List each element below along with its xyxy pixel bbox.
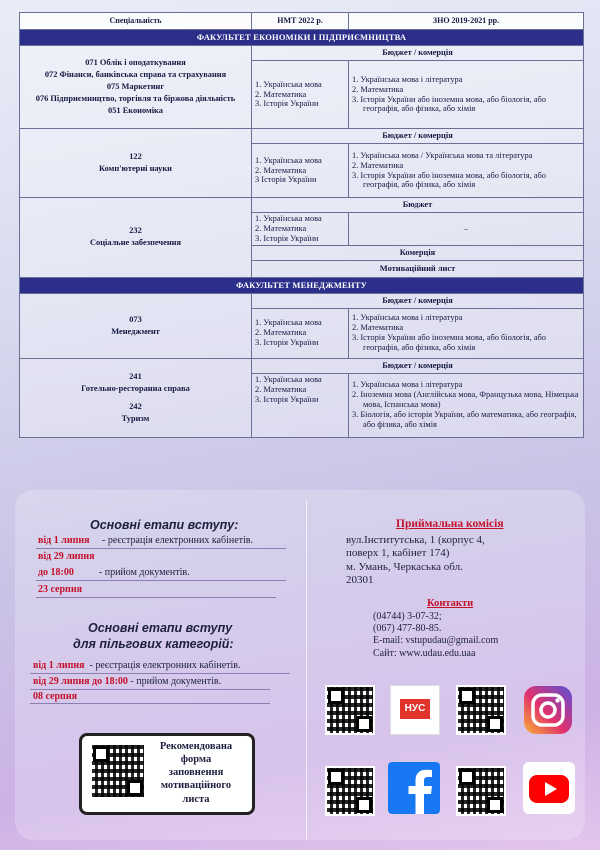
- admission-table: [19, 12, 584, 438]
- group3-motivation-letter: Мотиваційний лист: [252, 260, 584, 277]
- header-zno: ЗНО 2019-2021 рр.: [349, 13, 584, 30]
- group3-zno-dash: –: [349, 213, 584, 246]
- header-specialty: Спеціальність: [20, 13, 252, 30]
- group5-specialties: 241 Готельно-ресторанна справа 242 Туризм: [20, 358, 252, 437]
- social-qr-icon-1[interactable]: [456, 685, 506, 735]
- group1-zno: 1. Українська мова і література 2. Математика 3. Історія України або іноземна мова, або біологія, або географія, або фізика, або хімія: [349, 61, 584, 129]
- stage2-date: від 29 липня: [38, 551, 95, 562]
- group2-zno: 1. Українська мова / Українська мова та література 2. Математика 3. Історія України або іноземна мова, або біологія, або географія, або фізика, або хімія: [349, 144, 584, 198]
- youtube-icon[interactable]: [523, 762, 575, 814]
- committee-title: Приймальна комісія: [396, 518, 504, 530]
- priv-stage1: від 1 липня - реєстрація електронних кабінетів.: [33, 660, 241, 671]
- group1-budget-commerce: Бюджет / комерція: [252, 46, 584, 61]
- group2-nmt: 1. Українська мова 2. Математика 3 Історія України: [252, 144, 349, 198]
- group5-zno: 1. Українська мова і література 2. Іноземна мова (Англійська мова, Французька мова, Німецька мова, Іспанська мова) 3. Біологія, або історія України, або математика, або географія, або фізика, або хімія: [349, 373, 584, 437]
- motivation-letter-qr-icon[interactable]: [90, 743, 146, 799]
- stage1: від 1 липня - реєстрація електронних кабінетів.: [38, 535, 254, 546]
- group1-nmt: 1. Українська мова 2. Математика 3. Історія України: [252, 61, 349, 129]
- header-nmt: НМТ 2022 р.: [252, 13, 349, 30]
- group5-budget-commerce: Бюджет / комерція: [252, 358, 584, 373]
- group3-specialty: 232 Соціальне забезпечення: [20, 198, 252, 278]
- facebook-qr-icon[interactable]: [325, 766, 375, 816]
- contacts-title: Контакти: [427, 598, 474, 609]
- group2-specialty: 122 Комп'ютерні науки: [20, 129, 252, 198]
- faculty-economics-title: ФАКУЛЬТЕТ ЕКОНОМІКИ І ПІДПРИЄМНИЦТВА: [20, 30, 584, 46]
- instagram-icon[interactable]: [523, 685, 573, 735]
- group2-budget-commerce: Бюджет / комерція: [252, 129, 584, 144]
- stage3-date: 23 серпня: [38, 584, 82, 595]
- privileged-title-1: Основні етапи вступу: [88, 621, 233, 635]
- group3-nmt: 1. Українська мова 2. Математика 3. Історія України: [252, 213, 349, 246]
- group3-budget: Бюджет: [252, 198, 584, 213]
- group4-specialty: 073 Менеджмент: [20, 293, 252, 358]
- group4-nmt: 1. Українська мова 2. Математика 3. Історія України: [252, 308, 349, 358]
- panel-divider: [306, 500, 307, 840]
- group4-budget-commerce: Бюджет / комерція: [252, 293, 584, 308]
- stages-title: Основні етапи вступу:: [90, 518, 239, 532]
- group5-nmt: 1. Українська мова 2. Математика 3. Історія України: [252, 373, 349, 437]
- priv-stage3: 08 серпня: [33, 691, 77, 702]
- facebook-icon[interactable]: [388, 762, 440, 814]
- contacts-list: (04744) 3-07-32; (067) 477-80-85. E-mail: vstupudau@gmail.com Сайт: www.udau.edu.uaa: [373, 611, 499, 659]
- group3-commerce: Комерція: [252, 245, 584, 260]
- group1-specialties: 071 Облік і оподаткування 072 Фінанси, банківська справа та страхування 075 Маркетинг 076 Підприємництво, торгівля та біржова діяльність 051 Економіка: [20, 46, 252, 129]
- stage2: до 18:00 - прийом документів.: [38, 567, 190, 578]
- faculty-management-title: ФАКУЛЬТЕТ МЕНЕДЖМЕНТУ: [20, 277, 584, 293]
- youtube-qr-icon[interactable]: [456, 766, 506, 816]
- group4-zno: 1. Українська мова і література 2. Математика 3. Історія України або іноземна мова, або біологія, або географія, або фізика, або хімія: [349, 308, 584, 358]
- website-qr-icon[interactable]: [325, 685, 375, 735]
- privileged-title-2: для пільгових категорій:: [73, 637, 234, 651]
- university-logo-icon[interactable]: НУС: [390, 685, 440, 735]
- priv-stage2: від 29 липня до 18:00 - прийом документів.: [33, 676, 222, 687]
- recommended-form-text: Рекомендована форма заповнення мотиваційного листа: [159, 741, 233, 805]
- committee-address: вул.Інститутська, 1 (корпус 4, поверх 1, кабінет 174) м. Умань, Черкаська обл. 20301: [346, 534, 485, 587]
